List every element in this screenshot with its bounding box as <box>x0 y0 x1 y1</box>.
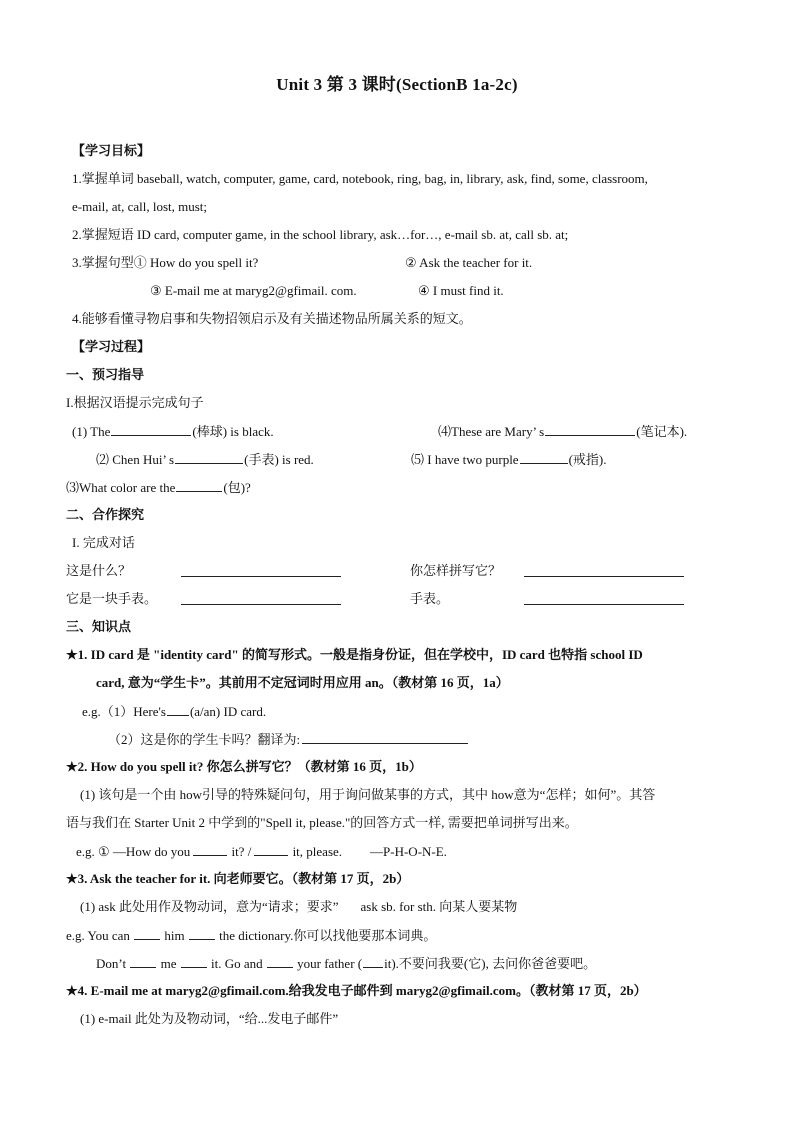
answer-blank[interactable] <box>193 842 227 856</box>
answer-blank[interactable] <box>363 954 383 968</box>
goal-3d: ④ I must find it. <box>418 283 504 298</box>
section-1-intro: I.根据汉语提示完成句子 <box>66 395 204 410</box>
answer-blank[interactable] <box>254 842 288 856</box>
dialog-3: 它是一块手表。 <box>66 591 158 606</box>
point-3-heading: ★3. Ask the teacher for it. 向老师要它。（教材第 17 页，2b） <box>66 871 410 886</box>
page-title: Unit 3 第 3 课时(SectionB 1a-2c) <box>276 75 518 94</box>
section-3-heading: 三、知识点 <box>66 619 132 634</box>
question-4: ⑷These are Mary’ s (笔记本). <box>438 424 688 439</box>
section-1-heading: 一、预习指导 <box>66 367 145 382</box>
point-3-example-1: e.g. You can him the dictionary.你可以找他要那本词典。 <box>66 928 437 943</box>
question-1: (1) The (棒球) is black. <box>72 424 274 439</box>
answer-blank[interactable] <box>181 954 207 968</box>
point-2-example: e.g. ① —How do you it? / it, please. —P-H-O-N-E. <box>76 844 447 859</box>
goal-3b: ② Ask the teacher for it. <box>405 255 533 270</box>
section-2-heading: 二、合作探究 <box>66 507 145 522</box>
answer-blank[interactable] <box>111 422 191 436</box>
answer-blank[interactable] <box>134 926 160 940</box>
point-1-line-2: card, 意为“学生卡”。其前用不定冠词时用应用 an。（教材第 16 页，1a） <box>96 675 509 690</box>
point-2-para-2: 语与我们在 Starter Unit 2 中学到的"Spell it, please."的回答方式一样, 需要把单词拼写出来。 <box>66 815 578 830</box>
goals-heading: 【学习目标】 <box>72 143 151 158</box>
answer-blank[interactable] <box>267 954 293 968</box>
goal-1b: e-mail, at, call, lost, must; <box>72 199 208 214</box>
dialog-2: 你怎样拼写它？ <box>410 563 502 578</box>
goal-3a: 3.掌握句型① How do you spell it? <box>72 255 259 270</box>
answer-blank[interactable] <box>175 450 243 464</box>
section-2-intro: I. 完成对话 <box>72 535 135 550</box>
answer-blank[interactable] <box>520 450 568 464</box>
point-3-example-2: Don’t me it. Go and your father ( it).不要问我要(它), 去问你爸爸要吧。 <box>96 956 597 971</box>
answer-blank[interactable] <box>176 478 222 492</box>
point-1-example-2: （2）这是你的学生卡吗？翻译为: <box>108 730 469 749</box>
point-3-para-1: (1) ask 此处用作及物动词，意为“请求；要求” ask sb. for sth. 向某人要某物 <box>80 899 518 914</box>
goal-2: 2.掌握短语 ID card, computer game, in the school library, ask…for…, e-mail sb. at, call sb. at; <box>72 227 569 242</box>
answer-blank[interactable] <box>130 954 156 968</box>
dialog-4: 手表。 <box>410 591 450 606</box>
answer-blank[interactable] <box>302 730 468 744</box>
process-heading: 【学习过程】 <box>72 339 151 354</box>
answer-blank[interactable] <box>167 702 189 716</box>
question-2: ⑵ Chen Hui’ s (手表) is red. <box>96 452 314 467</box>
answer-line[interactable] <box>181 576 341 577</box>
dialog-1: 这是什么？ <box>66 563 132 578</box>
answer-line[interactable] <box>181 604 341 605</box>
point-4-para-1: (1) e-mail 此处为及物动词，“给...发电子邮件” <box>80 1011 339 1026</box>
answer-blank[interactable] <box>189 926 215 940</box>
goal-4: 4.能够看懂寻物启事和失物招领启示及有关描述物品所属关系的短文。 <box>72 311 472 326</box>
point-2-para-1: (1) 该句是一个由 how引导的特殊疑问句，用于询问做某事的方式，其中 how意为“怎样；如何”。其答 <box>80 787 656 802</box>
question-5: ⑸ I have two purple (戒指). <box>411 452 607 467</box>
point-1-line-1: ★1. ID card 是 "identity card" 的简写形式。一般是指身份证，但在学校中，ID card 也特指 school ID <box>66 647 643 662</box>
goal-3c: ③ E-mail me at maryg2@gfimail. com. <box>150 283 357 298</box>
answer-line[interactable] <box>524 604 684 605</box>
question-3: ⑶What color are the (包)? <box>66 480 251 495</box>
point-1-example-1: e.g.（1）Here's (a/an) ID card. <box>82 704 267 719</box>
goal-1a: 1.掌握单词 baseball, watch, computer, game, card, notebook, ring, bag, in, library, ask, find, some, classroom, <box>72 171 648 186</box>
answer-line[interactable] <box>524 576 684 577</box>
answer-blank[interactable] <box>545 422 635 436</box>
point-4-heading: ★4. E-mail me at maryg2@gfimail.com.给我发电子邮件到 maryg2@gfimail.com。（教材第 17 页，2b） <box>66 983 647 998</box>
point-2-heading: ★2. How do you spell it? 你怎么拼写它？（教材第 16 页，1b） <box>66 759 422 774</box>
